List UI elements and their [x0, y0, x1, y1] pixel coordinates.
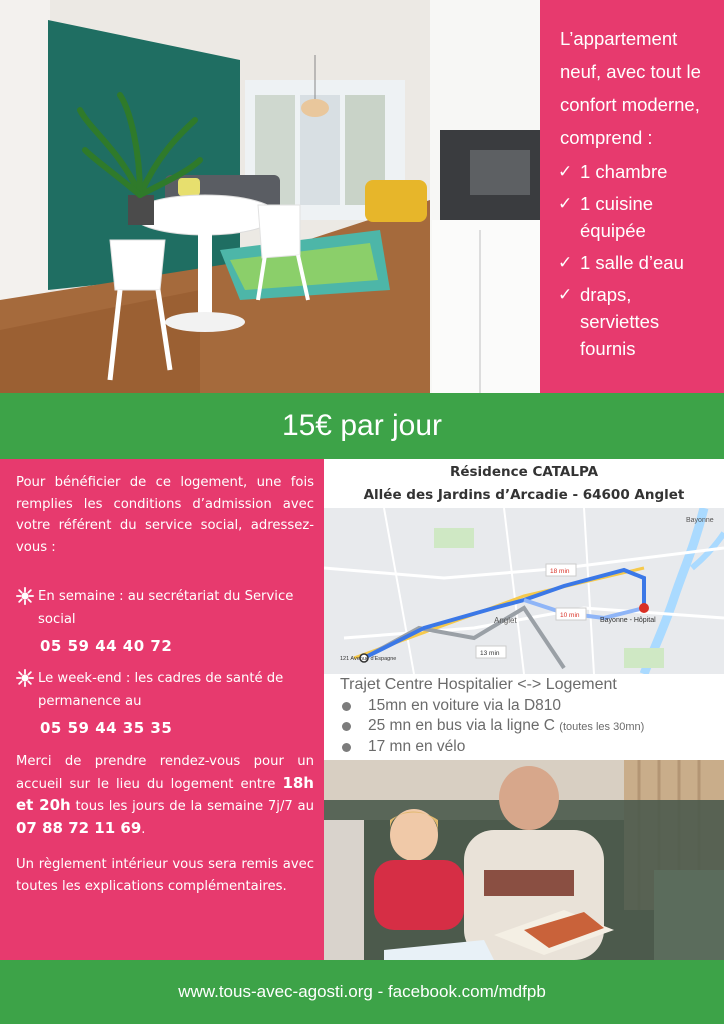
journey-title: Trajet Centre Hospitalier <-> Logement [340, 676, 617, 693]
rules-text: Un règlement intérieur vous sera remis avec toutes les explications complémentaires. [16, 857, 314, 894]
weekend-contact [16, 667, 314, 713]
weekday-contact [16, 585, 314, 631]
features-panel [540, 0, 724, 393]
feature-label: 1 salle d’eau [580, 252, 684, 273]
route-time-1: 18 min [550, 568, 570, 575]
feature-label: 1 cuisine équipée [580, 193, 654, 241]
feature-item [552, 190, 714, 244]
checkmark-icon: ✓ [558, 162, 573, 181]
footer-links[interactable]: www.tous-avec-agosti.org - facebook.com/mdfpb [0, 960, 724, 1024]
features-intro: L’appartement neuf, avec tout le confort moderne, comprend : [560, 28, 701, 148]
feature-item [552, 249, 714, 276]
apartment-photo [0, 0, 540, 393]
info-intro: Pour bénéficier de ce logement, une fois remplies les conditions d’admission avec votre référent du service social, adressez-vous : [16, 475, 314, 555]
weekday-text: En semaine : au secrétariat du Service social [38, 589, 294, 627]
map-label-anglet: Anglet [494, 616, 517, 625]
map-label-avenue: 121 Avenue d'Espagne [340, 656, 397, 662]
appointment-text [16, 751, 314, 840]
features-list [552, 158, 714, 362]
weekday-phone[interactable]: 05 59 44 40 72 [40, 637, 173, 655]
weekend-text: Le week-end : les cadres de santé de permanence au [38, 671, 284, 709]
journey-info [324, 674, 724, 760]
price-banner: 15€ par jour [0, 393, 724, 459]
journey-text: 15mn en voiture via la D810 [368, 697, 562, 714]
route-time-2: 10 min [560, 612, 580, 619]
feature-item [552, 158, 714, 185]
sun-bullet-icon [16, 669, 34, 687]
bullet-dot-icon [342, 743, 351, 752]
appointment-hours: 18h et 20h [16, 773, 314, 814]
route-map[interactable] [324, 508, 724, 674]
journey-item [324, 716, 724, 737]
map-label-hospital: Bayonne - Hôpital [600, 617, 656, 624]
appointment-part1: Merci de prendre rendez-vous pour un accueil sur le lieu du logement entre [16, 754, 314, 792]
map-canvas [324, 508, 724, 674]
sun-bullet-icon [16, 587, 34, 605]
map-label-bayonne: Bayonne [686, 517, 714, 524]
appointment-end: . [141, 821, 146, 837]
journey-text: 17 mn en vélo [368, 738, 466, 755]
residence-address: Allée des Jardins d’Arcadie - 64600 Anglet [363, 487, 685, 503]
journey-list [324, 696, 724, 757]
feature-label: 1 chambre [580, 161, 668, 182]
route-time-3: 13 min [480, 650, 500, 657]
residence-name: Résidence CATALPA [449, 464, 599, 480]
checkmark-icon: ✓ [558, 253, 573, 272]
mobile-phone[interactable]: 07 88 72 11 69 [16, 818, 142, 837]
feature-label: draps, serviettes fournis [580, 284, 660, 359]
weekend-phone[interactable]: 05 59 44 35 35 [40, 719, 173, 737]
journey-text: 25 mn en bus via la ligne C [368, 717, 555, 734]
feature-item [552, 281, 714, 362]
bullet-dot-icon [342, 722, 351, 731]
journey-item [324, 737, 724, 757]
checkmark-icon: ✓ [558, 285, 573, 304]
residence-header [324, 459, 724, 507]
journey-note: (toutes les 30mn) [559, 721, 645, 733]
journey-item [324, 696, 724, 716]
contact-info-panel [0, 459, 324, 960]
bullet-dot-icon [342, 702, 351, 711]
appointment-part2: tous les jours de la semaine 7j/7 au [75, 799, 314, 814]
checkmark-icon: ✓ [558, 194, 573, 213]
family-reading-photo [324, 760, 724, 960]
